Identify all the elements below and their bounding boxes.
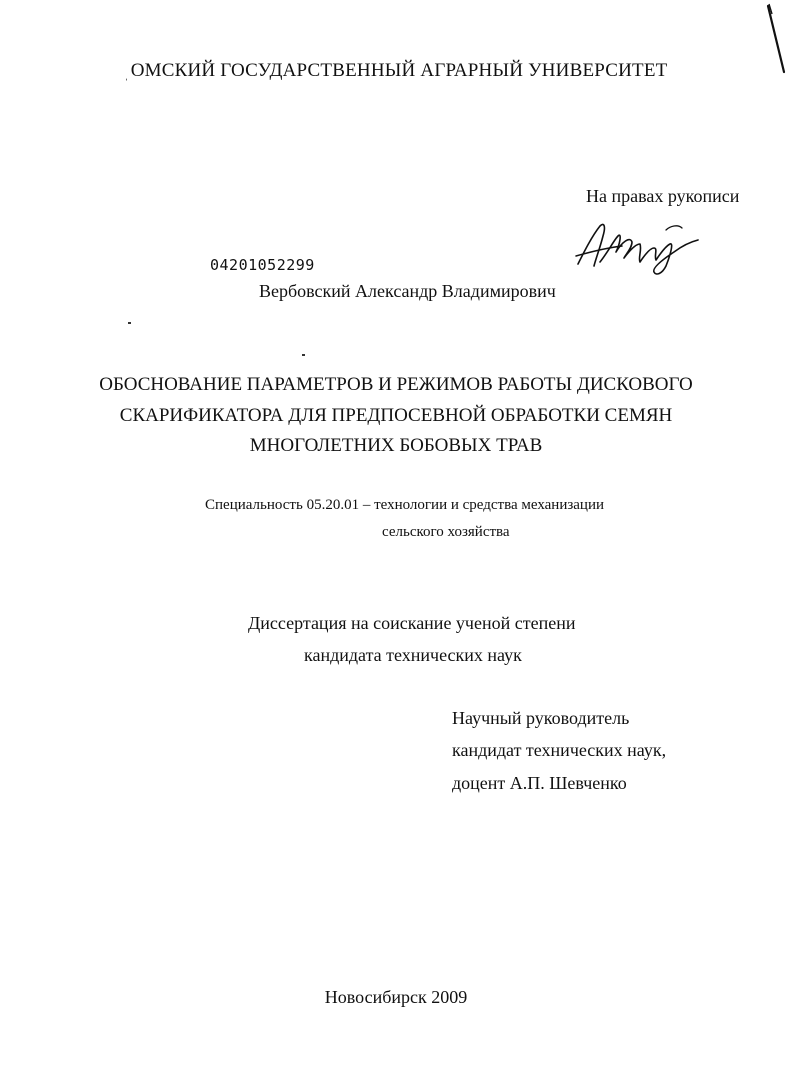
title-line: ОБОСНОВАНИЕ ПАРАМЕТРОВ И РЕЖИМОВ РАБОТЫ ДИСКОВОГО xyxy=(99,374,693,395)
specialty-line-1: Специальность 05.20.01 – технологии и средства механизации xyxy=(205,497,605,513)
advisor-role: Научный руководитель xyxy=(452,708,630,728)
title-line: МНОГОЛЕТНИХ БОБОВЫХ ТРАВ xyxy=(249,435,543,456)
manuscript-rights-note: На правах рукописи xyxy=(586,186,740,206)
university-label: ОМСКИЙ ГОСУДАРСТВЕННЫЙ АГРАРНЫЙ УНИВЕРСИТЕТ xyxy=(130,60,668,81)
inventory-number: 04201052299 xyxy=(210,256,315,274)
title-line: СКАРИФИКАТОРА ДЛЯ ПРЕДПОСЕВНОЙ ОБРАБОТКИ СЕМЯН xyxy=(119,404,673,426)
author-name: Вербовский Александр Владимирович xyxy=(259,281,556,301)
scan-dot xyxy=(128,322,131,324)
degree-line-2: кандидата технических наук xyxy=(304,645,522,665)
degree-line-1: Диссертация на соискание ученой степени xyxy=(248,613,576,633)
handwritten-signature xyxy=(570,212,705,282)
university-name xyxy=(0,60,792,82)
scan-dot xyxy=(302,354,305,356)
city-year: Новосибирск 2009 xyxy=(324,987,468,1007)
advisor-title: кандидат технических наук, xyxy=(452,740,667,760)
advisor-name: доцент А.П. Шевченко xyxy=(452,773,627,793)
scan-speck: ˌ xyxy=(124,67,129,81)
dissertation-title xyxy=(0,370,792,462)
specialty-line-2: сельского хозяйства xyxy=(382,524,510,540)
